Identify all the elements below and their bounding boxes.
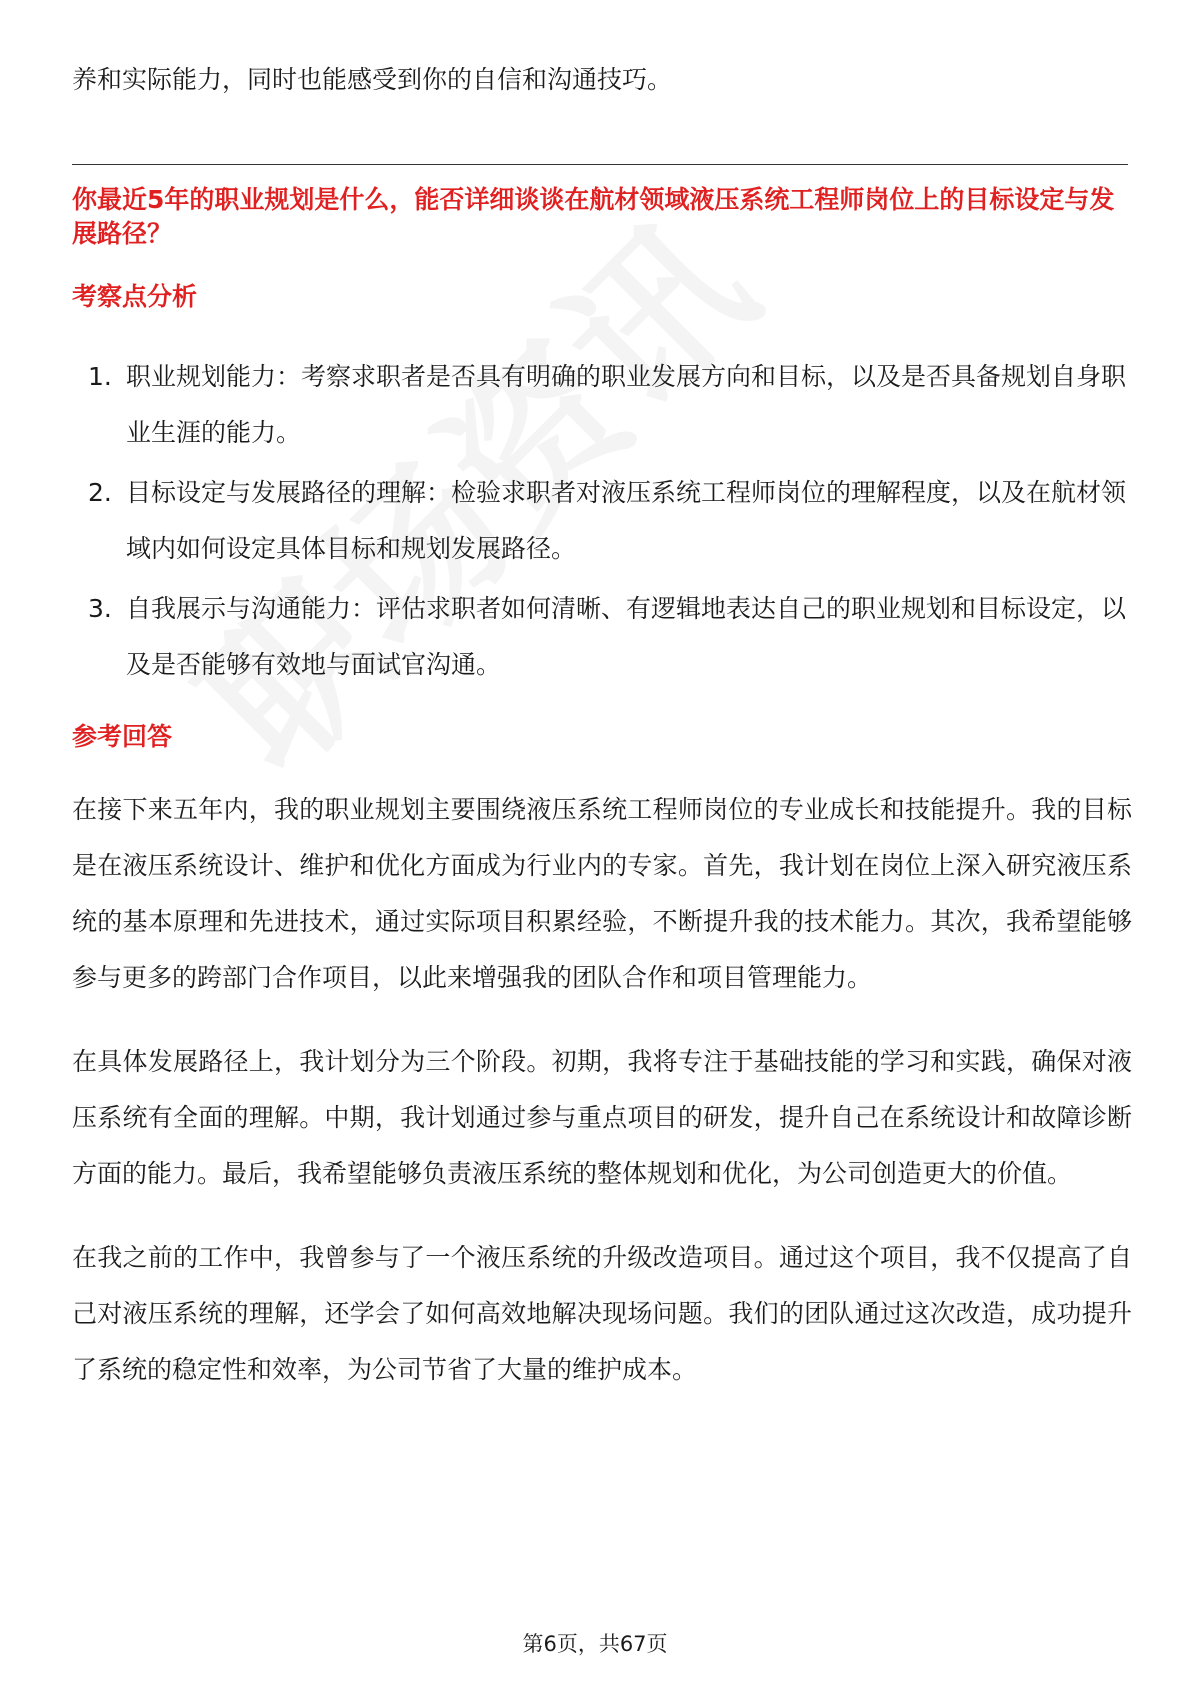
list-item [72, 581, 1132, 693]
lead-text: 养和实际能力，同时也能感受到你的自信和沟通技巧。 [72, 65, 673, 94]
item-number: 2. [88, 478, 112, 507]
list-item [72, 465, 1132, 577]
analysis-title: 考察点分析 [72, 282, 198, 311]
page-number: 第6页，共67页 [522, 1632, 668, 1656]
answer-paragraph: 在我之前的工作中，我曾参与了一个液压系统的升级改造项目。通过这个项目，我不仅提高了自己对液压系统的理解，还学会了如何高效地解决现场问题。我们的团队通过这次改造，成功提升了系统的稳定性和效率，为公司节省了大量的维护成本。 [72, 1243, 1132, 1384]
answer-title: 参考回答 [72, 722, 173, 751]
answer-paragraph: 在接下来五年内，我的职业规划主要围绕液压系统工程师岗位的专业成长和技能提升。我的目标是在液压系统设计、维护和优化方面成为行业内的专家。首先，我计划在岗位上深入研究液压系统的基本原理和先进技术，通过实际项目积累经验，不断提升我的技术能力。其次，我希望能够参与更多的跨部门合作项目，以此来增强我的团队合作和项目管理能力。 [72, 795, 1132, 992]
question-heading: 你最近5年的职业规划是什么，能否详细谈谈在航材领域液压系统工程师岗位上的目标设定与发展路径？ [72, 185, 1115, 248]
item-number: 1. [88, 362, 112, 391]
item-number: 3. [88, 594, 112, 623]
analysis-list [72, 349, 1132, 697]
answer-body [72, 782, 1132, 1426]
answer-paragraph: 在具体发展路径上，我计划分为三个阶段。初期，我将专注于基础技能的学习和实践，确保对液压系统有全面的理解。中期，我计划通过参与重点项目的研发，提升自己在系统设计和故障诊断方面的能力。最后，我希望能够负责液压系统的整体规划和优化，为公司创造更大的价值。 [72, 1047, 1132, 1188]
list-item [72, 349, 1132, 461]
divider [72, 164, 1128, 165]
item-text: 职业规划能力：考察求职者是否具有明确的职业发展方向和目标，以及是否具备规划自身职业生涯的能力。 [126, 362, 1127, 447]
item-text: 自我展示与沟通能力：评估求职者如何清晰、有逻辑地表达自己的职业规划和目标设定，以及是否能够有效地与面试官沟通。 [126, 594, 1127, 679]
item-text: 目标设定与发展路径的理解：检验求职者对液压系统工程师岗位的理解程度，以及在航材领域内如何设定具体目标和规划发展路径。 [126, 478, 1127, 563]
